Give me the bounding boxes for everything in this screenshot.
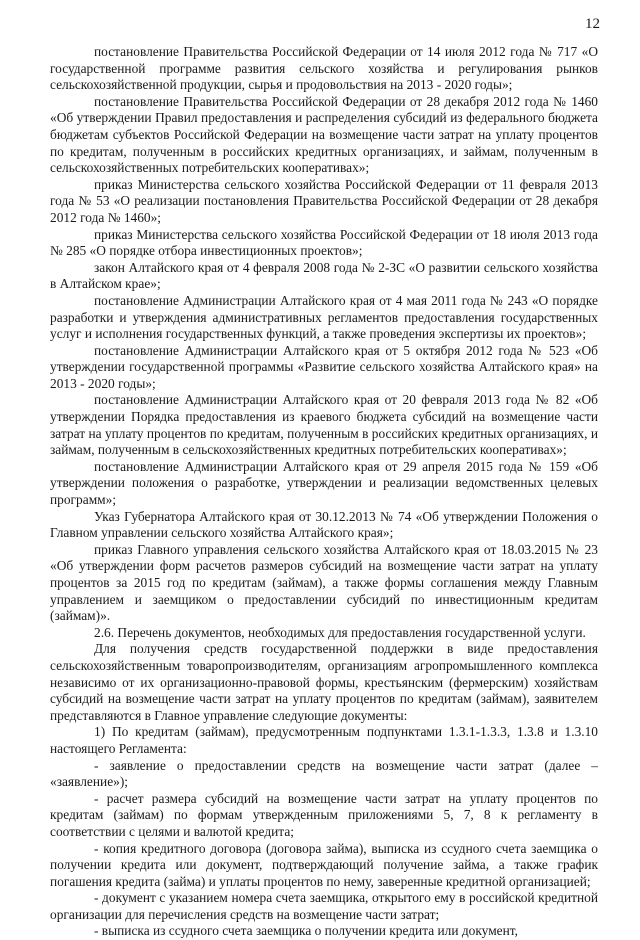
paragraph-list-intro: 1) По кредитам (займам), предусмотренным подпунктами 1.3.1-1.3.3, 1.3.8 и 1.3.10 настоящего Регламента: xyxy=(50,724,598,756)
paragraph-order-285: приказ Министерства сельского хозяйства Российской Федерации от 18 июля 2013 года № 285 «О порядке отбора инвестиционных проектов»; xyxy=(50,226,598,259)
paragraph-law-2zs: закон Алтайского края от 4 февраля 2008 года № 2-ЗС «О развитии сельского хозяйства в Алтайском крае»; xyxy=(50,259,598,292)
paragraph-support-intro: Для получения средств государственной поддержки в виде предоставления сельскохозяйственным товаропроизводителям, организациям агропромышленного комплекса независимо от их организационно-правовой формы, крестьянским (фермерским) хозяйствам субсидий на возмещение части затрат на уплату процентов по кредитам (займам), заявителем представляются в Главное управление следующие документы: xyxy=(50,641,598,723)
paragraph-order-23: приказ Главного управления сельского хозяйства Алтайского края от 18.03.2015 № 23 «Об утверждении форм расчетов размеров субсидий на возмещение части затрат на уплату процентов за 2015 год по кредитам (займам), а также формы соглашения между Главным управлением и заемщиком о предоставлении субсидий по инвестиционным кредитам (займам)». xyxy=(50,541,598,624)
paragraph-decree-74: Указ Губернатора Алтайского края от 30.12.2013 № 74 «Об утверждении Положения о Главном управлении сельского хозяйства Алтайского края»; xyxy=(50,508,598,541)
list-item-application: - заявление о предоставлении средств на возмещение части затрат (далее – «заявление»); xyxy=(50,757,598,790)
list-item-account-document: - документ с указанием номера счета заемщика, открытого ему в российской кредитной организации для перечисления средств на возмещение части затрат; xyxy=(50,890,598,922)
list-item-loan-account-statement: - выписка из ссудного счета заемщика о получении кредита или документ, xyxy=(94,923,518,939)
list-item-loan-agreement-copy: - копия кредитного договора (договора займа), выписка из ссудного счета заемщика о получении кредита или документ, подтверждающий получение займа, а также график погашения кредита (займа) и уплаты процентов по нему, заверенные кредитной организацией; xyxy=(50,840,598,889)
paragraph-regulation-82: постановление Администрации Алтайского края от 20 февраля 2013 года № 82 «Об утверждении Порядка предоставления из краевого бюджета субсидий на возмещение части затрат на уплату процентов по кредитам, полученным в российских кредитных организациях, и займам, полученным в сельскохозяйственных кредитных потребительских кооперативах»; xyxy=(50,392,598,458)
paragraph-regulation-717: постановление Правительства Российской Федерации от 14 июля 2012 года № 717 «О государственной программе развития сельского хозяйства и регулирования рынков сельскохозяйственной продукции, сырья и продовольствия на 2013 - 2020 годы»; xyxy=(50,44,598,93)
page-number: 12 xyxy=(585,16,600,32)
paragraph-order-53: приказ Министерства сельского хозяйства Российской Федерации от 11 февраля 2013 года № 53 «О реализации постановления Правительства Российской Федерации от 28 декабря 2012 года № 1460»; xyxy=(50,176,598,225)
paragraph-regulation-159: постановление Администрации Алтайского края от 29 апреля 2015 года № 159 «Об утверждении положения о разработке, утверждении и реализации ведомственных целевых программ»; xyxy=(50,458,598,508)
section-heading-2-6: 2.6. Перечень документов, необходимых для предоставления государственной услуги. xyxy=(94,624,586,640)
paragraph-regulation-243: постановление Администрации Алтайского края от 4 мая 2011 года № 243 «О порядке разработки и утверждения административных регламентов предоставления государственных услуг и исполнения государственных функций, а также проведения экспертизы их проектов»; xyxy=(50,292,598,342)
list-item-subsidy-calculation: - расчет размера субсидий на возмещение части затрат на уплату процентов по кредитам (займам) по формам утвержденным приложениями 5, 7, 8 к регламенту в соответствии с целями и валютой кредита; xyxy=(50,790,598,839)
paragraph-regulation-523: постановление Администрации Алтайского края от 5 октября 2012 года № 523 «Об утверждении государственной программы «Развитие сельского хозяйства Алтайского края» на 2013 - 2020 годы»; xyxy=(50,342,598,391)
paragraph-regulation-1460: постановление Правительства Российской Федерации от 28 декабря 2012 года № 1460 «Об утверждении Правил предоставления и распределения субсидий из федерального бюджета бюджетам субъектов Российской Федерации на возмещение части затрат на уплату процентов по кредитам, полученным в российских кредитных организациях, и займам, полученным в сельскохозяйственных потребительских кооперативах»; xyxy=(50,93,598,176)
document-body xyxy=(50,44,598,940)
